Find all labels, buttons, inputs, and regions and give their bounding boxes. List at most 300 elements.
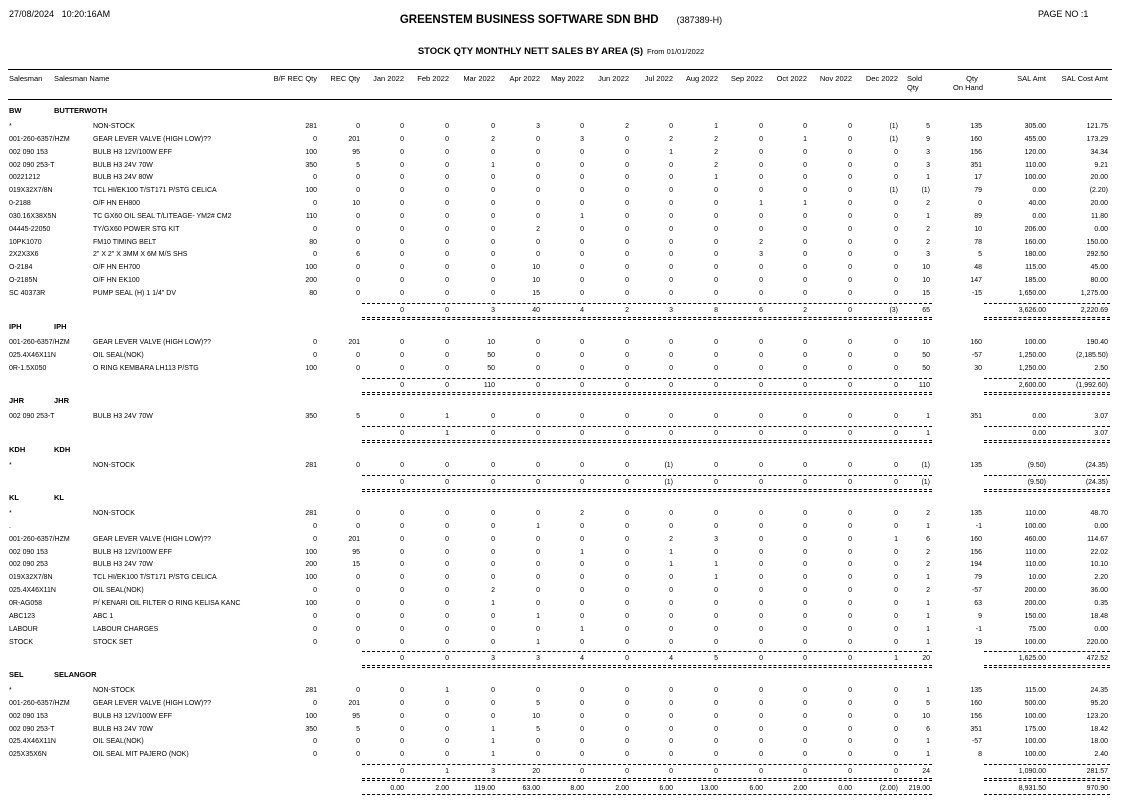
grand-total-month: 0.00 [838,785,852,792]
bf-rec-qty: 100 [305,365,317,372]
subtotal-month-qty: 0 [400,655,404,662]
month-qty: 0 [803,149,807,156]
month-qty: 0 [848,251,852,258]
item-code: 04445-22050 [9,226,51,233]
item-description: GEAR LEVER VALVE (HIGH LOW)?? [93,700,211,707]
bf-rec-qty: 0 [313,226,317,233]
month-qty: 0 [445,462,449,469]
subtotal-month-qty: 0 [536,479,540,486]
month-qty: 0 [714,587,718,594]
item-code: 002 090 153 [9,549,48,556]
month-qty: 0 [445,510,449,517]
subtotal-sal-cost-amt: 3.07 [1094,430,1108,437]
month-qty: 2 [714,149,718,156]
subtotal-sold-qty: 24 [922,768,930,775]
month-qty: 3 [759,251,763,258]
month-qty: 0 [625,264,629,271]
sal-amt: 175.00 [1024,726,1046,733]
month-qty: 0 [491,239,495,246]
item-code: SC 40373R [9,290,46,297]
qty-on-hand: 156 [970,549,982,556]
month-qty: 0 [400,613,404,620]
month-qty: 0 [536,200,540,207]
month-qty: 0 [536,751,540,758]
subtotal-month-qty: 0 [894,768,898,775]
bf-rec-qty: 0 [313,136,317,143]
sal-amt: 110.00 [1025,510,1046,517]
month-qty: 0 [491,290,495,297]
col-month: Dec 2022 [865,74,898,83]
subtotal-month-qty: 0 [400,479,404,486]
subtotal-month-qty: 0 [759,382,763,389]
item-description: PUMP SEAL (H) 1 1/4" DV [93,290,177,297]
report-date: 27/08/2024 [9,9,55,19]
item-code: 030.16X38X5N [9,213,57,220]
area-name: KDH [54,445,71,454]
item-code: 025.4X46X11N [9,352,56,359]
month-qty: 0 [714,413,718,420]
month-qty: 0 [714,251,718,258]
month-qty: 0 [491,639,495,646]
grand-total-sal-amt: 8,931.50 [1018,785,1046,792]
month-qty: 0 [803,687,807,694]
subtotal-month-qty: 4 [669,655,673,662]
item-code: ABC123 [9,613,36,620]
month-qty: 0 [848,574,852,581]
month-qty: 0 [714,700,718,707]
subtotal-sal-cost-amt: 472.52 [1086,655,1108,662]
month-qty: 0 [625,149,629,156]
rec-qty: 0 [356,277,360,284]
col-sold: Sold [907,74,923,83]
rec-qty: 0 [356,600,360,607]
month-qty: 0 [759,290,763,297]
month-qty: 0 [714,187,718,194]
month-qty: 0 [445,523,449,530]
month-qty: 10 [532,713,540,720]
bf-rec-qty: 0 [313,200,317,207]
sal-cost-amt: 95.20 [1090,700,1108,707]
qty-on-hand: 135 [970,510,982,517]
item-code: 019X32X7/8N [9,187,53,194]
col-month: May 2022 [551,74,584,83]
month-qty: 0 [445,123,449,130]
sal-cost-amt: 123.20 [1086,713,1108,720]
month-qty: 0 [625,687,629,694]
subtotal-bottom-rule-amounts [984,489,1110,490]
month-qty: 0 [803,536,807,543]
month-qty: 0 [400,751,404,758]
subtotal-sal-amt: 1,090.00 [1018,768,1046,775]
qty-on-hand: -57 [971,352,982,359]
month-qty: 0 [491,149,495,156]
month-qty: 0 [536,413,540,420]
month-qty: 0 [491,536,495,543]
month-qty: 0 [536,339,540,346]
sal-amt: 10.00 [1028,574,1046,581]
month-qty: 0 [536,149,540,156]
subtotal-month-qty: 0 [848,768,852,775]
item-code: 019X32X7/8N [9,574,53,581]
month-qty: 0 [491,200,495,207]
month-qty: 0 [669,700,673,707]
rec-qty: 15 [352,561,360,568]
col-month: Jun 2022 [598,74,629,83]
rec-qty: 10 [352,200,360,207]
month-qty: 0 [803,239,807,246]
subtotal-month-qty: 0 [714,430,718,437]
bf-rec-qty: 100 [305,549,317,556]
month-qty: 0 [669,626,673,633]
month-qty: 0 [536,600,540,607]
month-qty: 0 [848,626,852,633]
month-qty: (1) [889,123,898,130]
month-qty: 0 [445,700,449,707]
month-qty: 0 [445,574,449,581]
sal-cost-amt: 0.00 [1094,523,1108,530]
rec-qty: 0 [356,123,360,130]
month-qty: 1 [714,561,718,568]
bf-rec-qty: 0 [313,738,317,745]
qty-on-hand: 135 [970,687,982,694]
month-qty: 0 [848,738,852,745]
col-sal-cost-amt: SAL Cost Amt [1061,74,1108,83]
month-qty: 0 [803,123,807,130]
month-qty: 50 [487,352,495,359]
bf-rec-qty: 0 [313,639,317,646]
sal-cost-amt: (2.20) [1089,187,1108,194]
subtotal-bottom-rule [362,778,932,779]
subtotal-month-qty: 0 [803,430,807,437]
month-qty: 0 [803,365,807,372]
month-qty: 1 [894,536,898,543]
subtotal-month-qty: 0 [625,768,629,775]
month-qty: 0 [491,510,495,517]
month-qty: 0 [894,561,898,568]
rec-qty: 0 [356,751,360,758]
sold-qty: 3 [926,162,930,169]
month-qty: 0 [580,713,584,720]
month-qty: 0 [848,290,852,297]
month-qty: 2 [669,536,673,543]
month-qty: 0 [803,162,807,169]
month-qty: 0 [445,751,449,758]
bf-rec-qty: 281 [305,462,317,469]
sold-qty: 1 [926,600,930,607]
month-qty: 0 [625,536,629,543]
subtotal-sold-qty: 110 [918,382,930,389]
month-qty: 0 [580,277,584,284]
item-description: NON-STOCK [93,687,135,694]
sold-qty: 1 [926,613,930,620]
month-qty: 0 [894,751,898,758]
item-code: 0-2188 [9,200,31,207]
bf-rec-qty: 200 [305,561,317,568]
month-qty: 0 [848,149,852,156]
month-qty: 0 [625,751,629,758]
item-description: OIL SEAL(NOK) [93,738,144,745]
subtotal-month-qty: 0 [580,382,584,389]
rec-qty: 6 [356,251,360,258]
item-description: O/F HN EH800 [93,200,141,207]
month-qty: 1 [714,123,718,130]
subtotal-month-qty: 3 [669,307,673,314]
rec-qty: 5 [356,413,360,420]
month-qty: 0 [669,187,673,194]
qty-on-hand: 351 [970,162,982,169]
month-qty: 0 [491,626,495,633]
report-heading [0,46,1122,57]
item-code: 001-260-6357/HZM [9,136,70,143]
month-qty: 0 [445,277,449,284]
month-qty: 0 [625,277,629,284]
month-qty: 0 [580,413,584,420]
subtotal-month-qty: 3 [536,655,540,662]
month-qty: 0 [625,639,629,646]
month-qty: 0 [894,726,898,733]
month-qty: 0 [894,523,898,530]
item-code: 002 090 153 [9,713,48,720]
month-qty: 0 [400,600,404,607]
month-qty: 1 [669,561,673,568]
qty-on-hand: 160 [970,536,982,543]
month-qty: 0 [400,226,404,233]
sal-amt: 150.00 [1024,613,1046,620]
sal-cost-amt: 48.70 [1090,510,1108,517]
month-qty: 0 [894,600,898,607]
month-qty: 0 [491,549,495,556]
grand-total-month: 119.00 [474,785,495,792]
rec-qty: 0 [356,574,360,581]
sal-cost-amt: 190.40 [1086,339,1108,346]
month-qty: 0 [714,639,718,646]
month-qty: 0 [759,726,763,733]
month-qty: 0 [848,726,852,733]
qty-on-hand: 79 [974,574,982,581]
item-code: . [9,523,11,530]
month-qty: 0 [669,523,673,530]
month-qty: 0 [445,549,449,556]
area-name: KL [54,493,64,502]
subtotal-bottom-rule-amounts-double [984,442,1110,443]
month-qty: 0 [536,687,540,694]
month-qty: 0 [759,149,763,156]
sal-cost-amt: 0.00 [1094,226,1108,233]
month-qty: 0 [400,352,404,359]
rec-qty: 0 [356,462,360,469]
month-qty: 0 [580,574,584,581]
month-qty: 0 [580,639,584,646]
month-qty: 1 [491,738,495,745]
item-description: BULB H3 24V 70W [93,162,153,169]
qty-on-hand: 194 [970,561,982,568]
month-qty: 0 [536,239,540,246]
subtotal-month-qty: 0 [894,382,898,389]
month-qty: 10 [487,339,495,346]
sold-qty: 2 [926,226,930,233]
month-qty: 0 [580,239,584,246]
subtotal-sold-qty: 20 [922,655,930,662]
col-sold-qty: Qty [907,83,919,92]
month-qty: 0 [803,290,807,297]
subtotal-month-qty: 0 [803,655,807,662]
qty-on-hand: 30 [974,365,982,372]
month-qty: 0 [400,200,404,207]
month-qty: 0 [759,687,763,694]
month-qty: 0 [894,239,898,246]
month-qty: 0 [894,510,898,517]
month-qty: 1 [669,549,673,556]
subtotal-month-qty: 2 [625,307,629,314]
subtotal-month-qty: 3 [491,307,495,314]
subtotal-month-qty: 0 [759,430,763,437]
subtotal-sold-qty: 65 [922,307,930,314]
subtotal-month-qty: 0 [759,655,763,662]
subtotal-month-qty: 0 [625,430,629,437]
month-qty: 0 [445,339,449,346]
sal-amt: 1,250.00 [1018,365,1046,372]
month-qty: 0 [400,123,404,130]
item-code: 025.4X46X11N [9,587,56,594]
month-qty: 0 [536,549,540,556]
month-qty: 0 [759,700,763,707]
subtotal-month-qty: 0 [759,768,763,775]
qty-on-hand: 160 [970,700,982,707]
grand-total-sal-cost-amt: 970.90 [1086,785,1108,792]
qty-on-hand: 351 [970,413,982,420]
sold-qty: 15 [922,290,930,297]
month-qty: 0 [400,549,404,556]
subtotal-month-qty: 20 [532,768,540,775]
month-qty: 0 [400,213,404,220]
qty-on-hand: 160 [970,339,982,346]
sal-cost-amt: 34.34 [1090,149,1108,156]
sal-cost-amt: 3.07 [1094,413,1108,420]
sal-amt: 100.00 [1024,639,1046,646]
qty-on-hand: -1 [975,626,982,633]
month-qty: 0 [894,574,898,581]
subtotal-bottom-rule-double [362,780,932,781]
month-qty: 0 [848,462,852,469]
month-qty: 0 [714,600,718,607]
month-qty: 0 [445,162,449,169]
month-qty: 0 [536,352,540,359]
subtotal-bottom-rule-amounts [984,440,1110,441]
month-qty: 0 [445,587,449,594]
month-qty: 0 [445,174,449,181]
sold-qty: 2 [926,200,930,207]
month-qty: 0 [759,277,763,284]
month-qty: 0 [445,352,449,359]
month-qty: 1 [669,149,673,156]
month-qty: 0 [759,187,763,194]
sal-cost-amt: 11.80 [1091,213,1108,220]
report-from-date: From 01/01/2022 [647,47,705,56]
subtotal-top-rule-amounts [984,764,1110,765]
month-qty: 0 [580,264,584,271]
subtotal-month-qty: (3) [889,307,898,314]
qty-on-hand: 79 [974,187,982,194]
qty-on-hand: 5 [978,251,982,258]
report-title: STOCK QTY MONTHLY NETT SALES BY AREA (S) [417,46,644,57]
month-qty: 0 [536,251,540,258]
item-code: 10PK1070 [9,239,42,246]
subtotal-bottom-rule-amounts [984,778,1110,779]
month-qty: 0 [491,687,495,694]
month-qty: 0 [445,738,449,745]
sal-amt: 200.00 [1024,587,1046,594]
month-qty: 0 [848,213,852,220]
month-qty: 0 [759,639,763,646]
month-qty: 0 [803,251,807,258]
month-qty: 0 [759,352,763,359]
month-qty: 0 [848,561,852,568]
month-qty: 0 [491,187,495,194]
month-qty: 0 [714,200,718,207]
item-description: NON-STOCK [93,462,135,469]
rec-qty: 201 [348,536,360,543]
grand-total-month: (2.00) [879,785,898,792]
month-qty: 0 [445,290,449,297]
sal-cost-amt: 121.75 [1086,123,1108,130]
rec-qty: 0 [356,239,360,246]
subtotal-month-qty: 4 [580,655,584,662]
item-code: LABOUR [9,626,38,633]
sal-amt: 0.00 [1032,213,1046,220]
bf-rec-qty: 281 [305,510,317,517]
month-qty: 0 [445,600,449,607]
month-qty: (1) [889,136,898,143]
month-qty: 0 [894,700,898,707]
item-code: 025X35X6N [9,751,47,758]
month-qty: 0 [625,549,629,556]
sold-qty: 9 [926,136,930,143]
sold-qty: 6 [926,726,930,733]
month-qty: 0 [759,264,763,271]
bf-rec-qty: 0 [313,536,317,543]
sal-cost-amt: 2.40 [1094,751,1108,758]
rec-qty: 0 [356,587,360,594]
item-description: FM10 TIMING BELT [93,239,157,246]
subtotal-month-qty: (1) [664,479,673,486]
sal-amt: 100.00 [1024,174,1046,181]
sal-amt: 0.00 [1032,413,1046,420]
item-code: 2X2X3X6 [9,251,39,258]
item-code: * [9,510,12,517]
subtotal-sold-qty: 1 [926,430,930,437]
month-qty: 0 [714,239,718,246]
month-qty: 0 [894,339,898,346]
month-qty: 2 [714,136,718,143]
item-code: O-2184 [9,264,33,271]
month-qty: 0 [803,738,807,745]
item-code: O-2185N [9,277,38,284]
month-qty: 15 [532,290,540,297]
sold-qty: 1 [926,413,930,420]
month-qty: 0 [894,352,898,359]
month-qty: 0 [714,510,718,517]
bf-rec-qty: 0 [313,751,317,758]
month-qty: 0 [445,713,449,720]
sal-amt: 200.00 [1024,600,1046,607]
month-qty: 0 [445,251,449,258]
month-qty: 0 [625,226,629,233]
month-qty: 5 [536,700,540,707]
subtotal-bottom-rule-double [362,319,932,320]
month-qty: 3 [580,136,584,143]
item-description: BULB H3 24V 70W [93,561,153,568]
month-qty: 0 [803,639,807,646]
